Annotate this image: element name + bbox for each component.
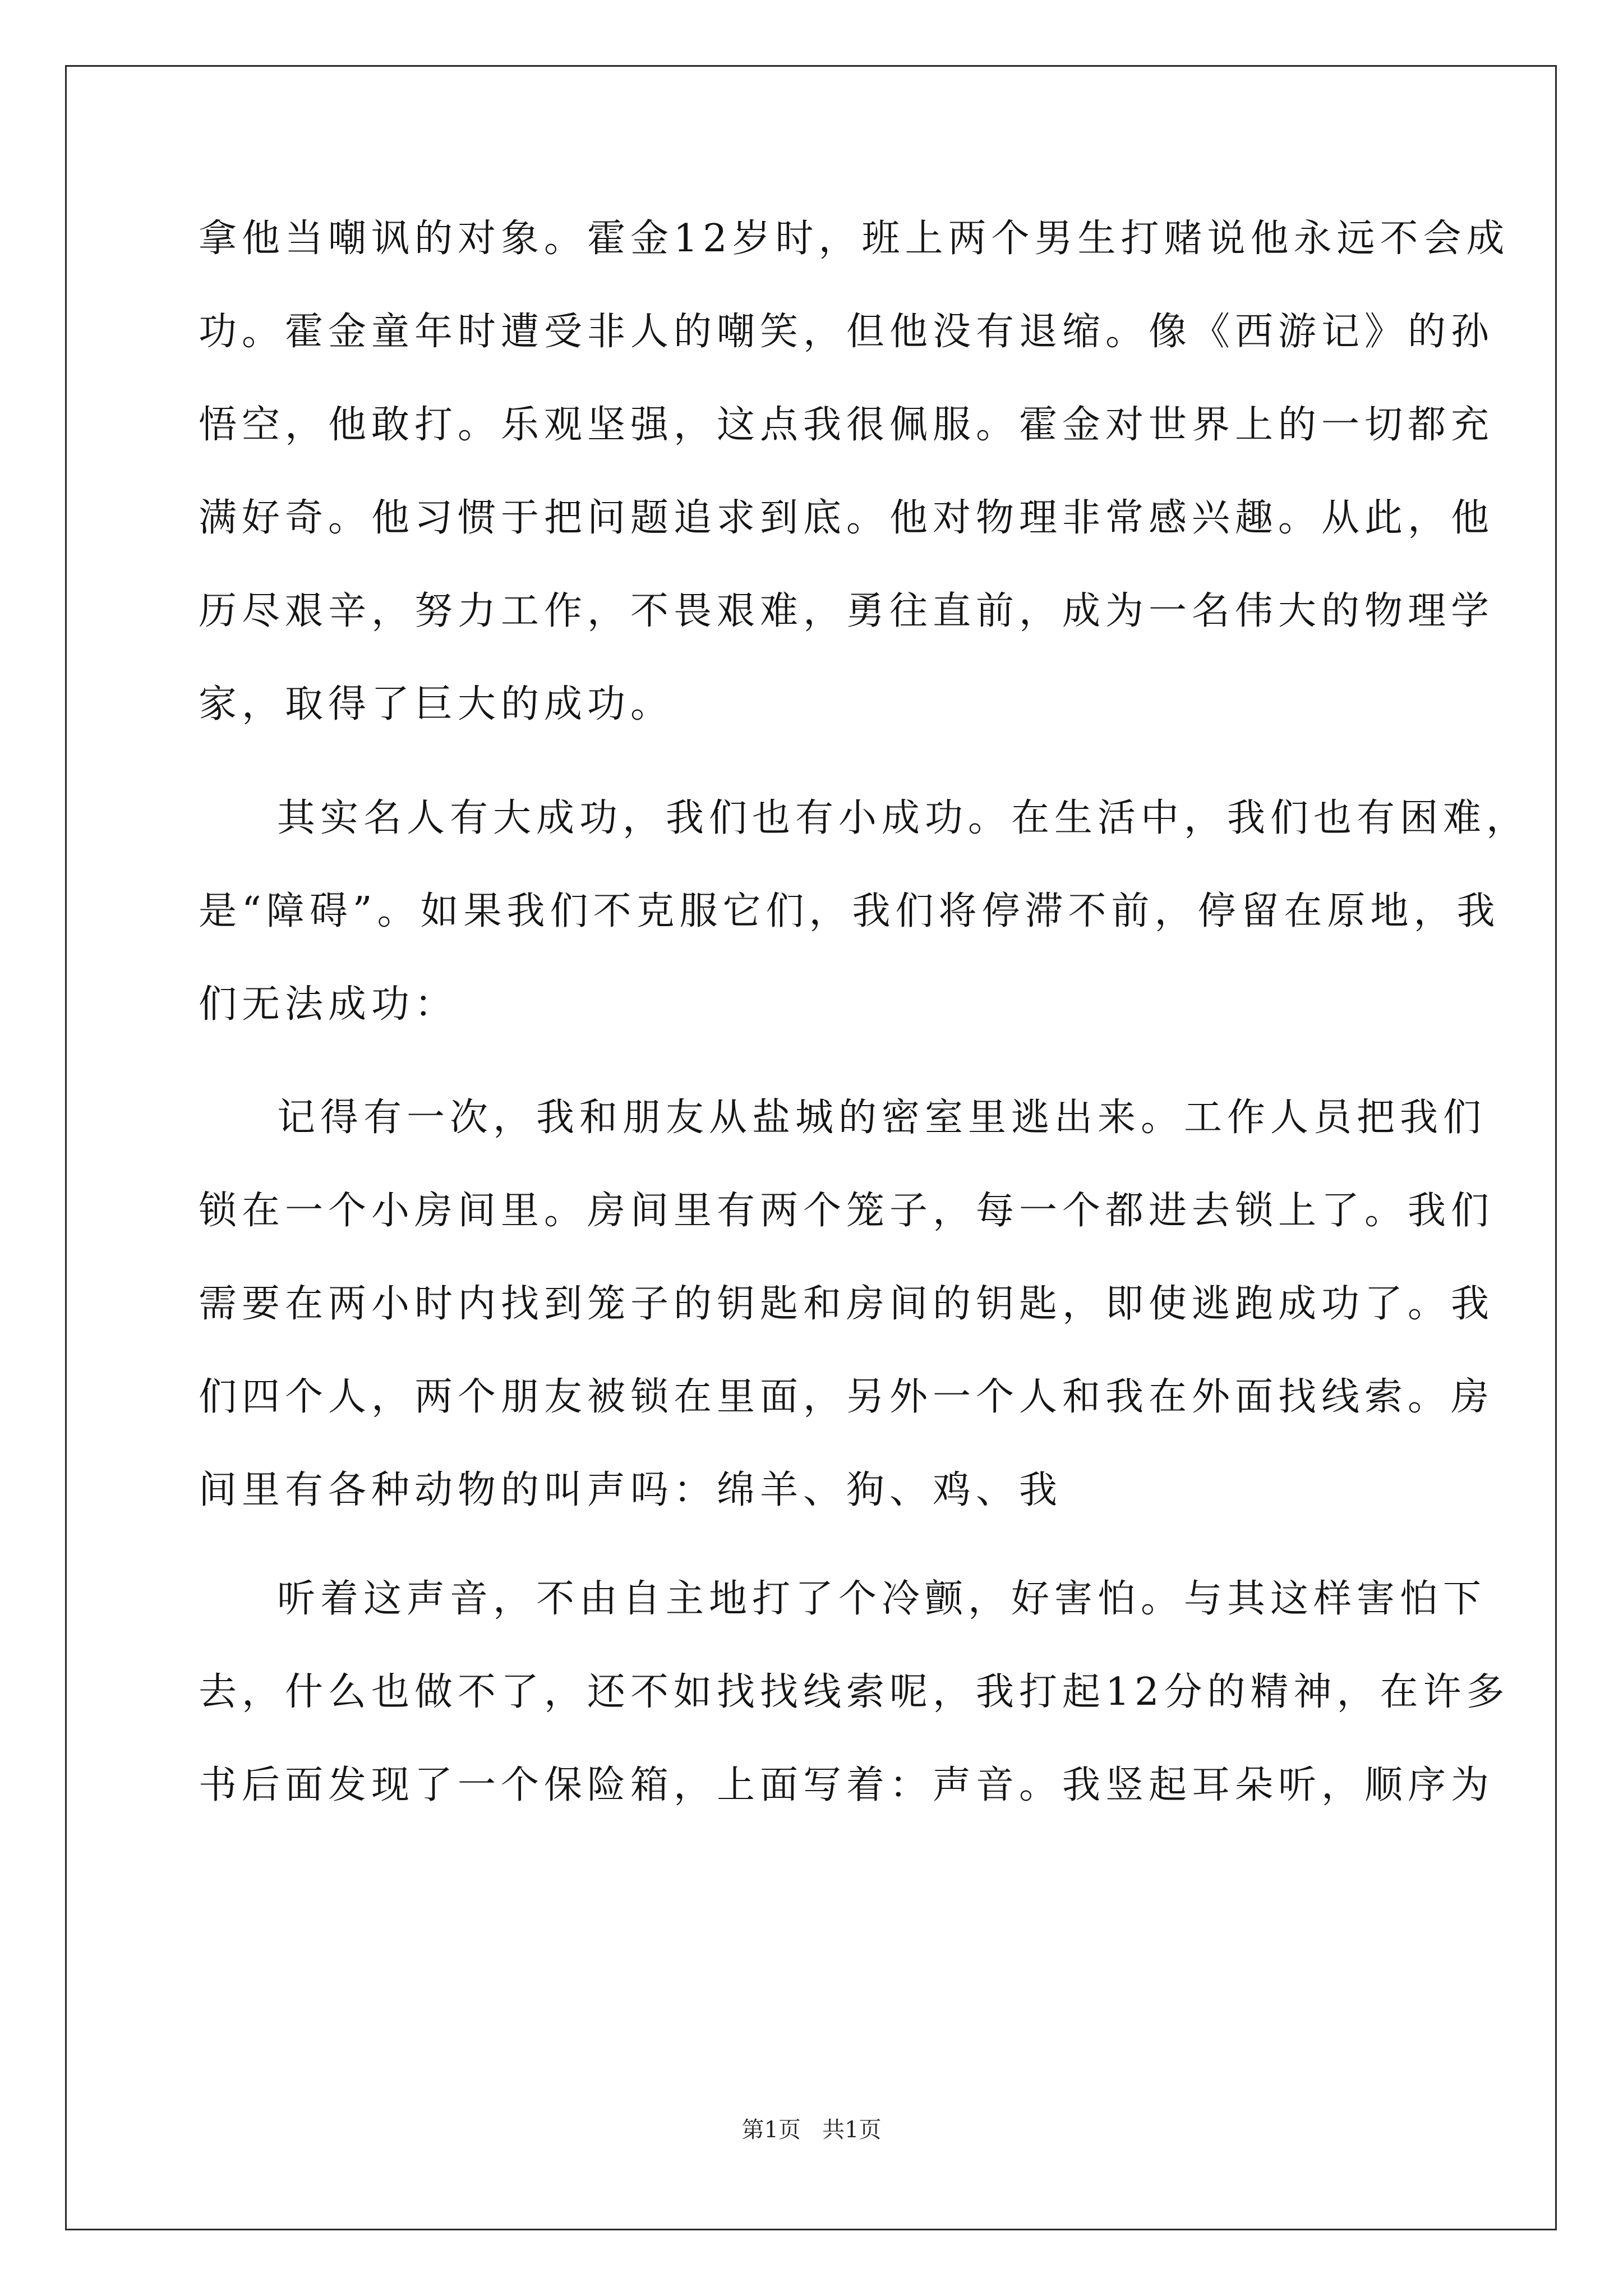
page-border [65, 65, 1557, 2230]
text-line: 书后面发现了一个保险箱，上面写着：声音。我竖起耳朵听，顺序为 [199, 1763, 1495, 1807]
text-line: 间里有各种动物的叫声吗：绵羊、狗、鸡、我 [199, 1468, 1063, 1512]
text-line: 们无法成功： [199, 982, 458, 1027]
page-footer: 第1页 共1页 [741, 2117, 882, 2143]
text-line: 悟空，他敢打。乐观坚强，这点我很佩服。霍金对世界上的一切都充 [199, 403, 1495, 447]
text-line: 功。霍金童年时遭受非人的嘲笑，但他没有退缩。像《西游记》的孙 [199, 310, 1495, 354]
text-line: 历尽艰辛，努力工作，不畏艰难，勇往直前，成为一名伟大的物理学 [199, 589, 1495, 633]
text-line: 拿他当嘲讽的对象。霍金12岁时，班上两个男生打赌说他永远不会成 [199, 217, 1510, 261]
text-line: 去，什么也做不了，还不如找找线索呢，我打起12分的精神，在许多 [199, 1670, 1510, 1714]
text-line: 需要在两小时内找到笼子的钥匙和房间的钥匙，即使逃跑成功了。我 [199, 1282, 1495, 1326]
text-line: 是“障碍”。如果我们不克服它们，我们将停滞不前，停留在原地，我 [199, 889, 1500, 933]
text-line: 家，取得了巨大的成功。 [199, 682, 674, 726]
text-line: 其实名人有大成功，我们也有小成功。在生活中，我们也有困难， [277, 796, 1530, 840]
text-line: 们四个人，两个朋友被锁在里面，另外一个人和我在外面找线索。房 [199, 1375, 1495, 1419]
text-line: 记得有一次，我和朋友从盐城的密室里逃出来。工作人员把我们 [277, 1096, 1487, 1140]
text-line: 满好奇。他习惯于把问题追求到底。他对物理非常感兴趣。从此，他 [199, 496, 1495, 540]
text-line: 听着这声音，不由自主地打了个冷颤，好害怕。与其这样害怕下 [277, 1577, 1487, 1621]
text-line: 锁在一个小房间里。房间里有两个笼子，每一个都进去锁上了。我们 [199, 1189, 1495, 1233]
